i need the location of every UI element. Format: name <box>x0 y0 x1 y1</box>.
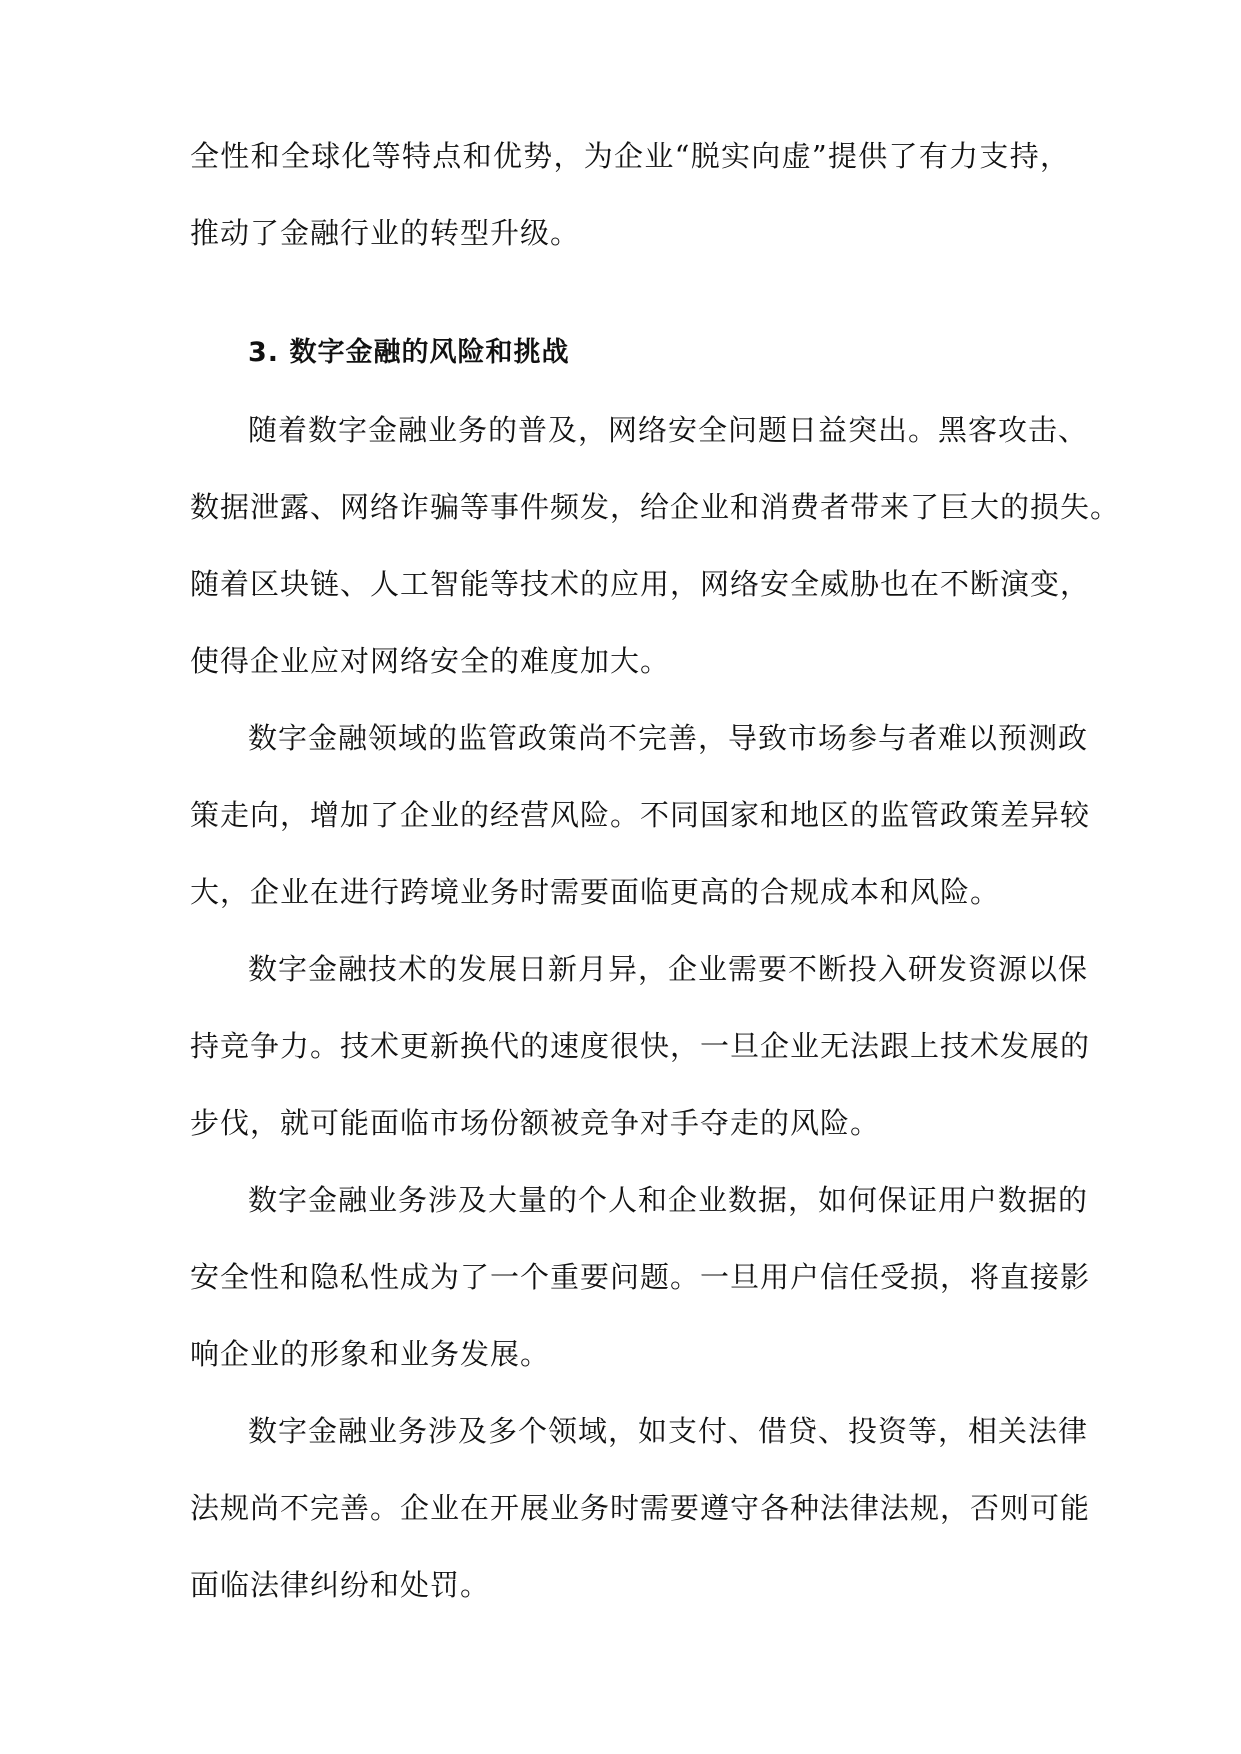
paragraph-line: 数字金融业务涉及大量的个人和企业数据，如何保证用户数据的 <box>248 1183 1089 1217</box>
paragraph-line: 面临法律纠纷和处罚。 <box>190 1568 491 1602</box>
paragraph-line: 策走向，增加了企业的经营风险。不同国家和地区的监管政策差异较 <box>190 798 1091 832</box>
paragraph-line: 步伐，就可能面临市场份额被竞争对手夺走的风险。 <box>190 1106 881 1140</box>
paragraph-line: 随着数字金融业务的普及，网络安全问题日益突出。黑客攻击、 <box>248 413 1089 447</box>
paragraph-line: 推动了金融行业的转型升级。 <box>190 216 581 250</box>
paragraph-line: 法规尚不完善。企业在开展业务时需要遵守各种法律法规，否则可能 <box>190 1491 1091 1525</box>
paragraph-line: 数据泄露、网络诈骗等事件频发，给企业和消费者带来了巨大的损失。 <box>190 490 1121 524</box>
paragraph-line: 大，企业在进行跨境业务时需要面临更高的合规成本和风险。 <box>190 875 1001 909</box>
paragraph-line: 安全性和隐私性成为了一个重要问题。一旦用户信任受损，将直接影 <box>190 1260 1091 1294</box>
paragraph-line: 全性和全球化等特点和优势，为企业“脱实向虚”提供了有力支持， <box>190 139 1070 173</box>
paragraph-line: 使得企业应对网络安全的难度加大。 <box>190 644 671 678</box>
paragraph-line: 数字金融技术的发展日新月异，企业需要不断投入研发资源以保 <box>248 952 1089 986</box>
section-heading: 3. 数字金融的风险和挑战 <box>248 337 570 368</box>
paragraph-line: 响企业的形象和业务发展。 <box>190 1337 551 1371</box>
paragraph-line: 随着区块链、人工智能等技术的应用，网络安全威胁也在不断演变， <box>190 567 1091 601</box>
paragraph-line: 数字金融领域的监管政策尚不完善，导致市场参与者难以预测政 <box>248 721 1089 755</box>
paragraph-line: 持竞争力。技术更新换代的速度很快，一旦企业无法跟上技术发展的 <box>190 1029 1091 1063</box>
paragraph-line: 数字金融业务涉及多个领域，如支付、借贷、投资等，相关法律 <box>248 1414 1089 1448</box>
